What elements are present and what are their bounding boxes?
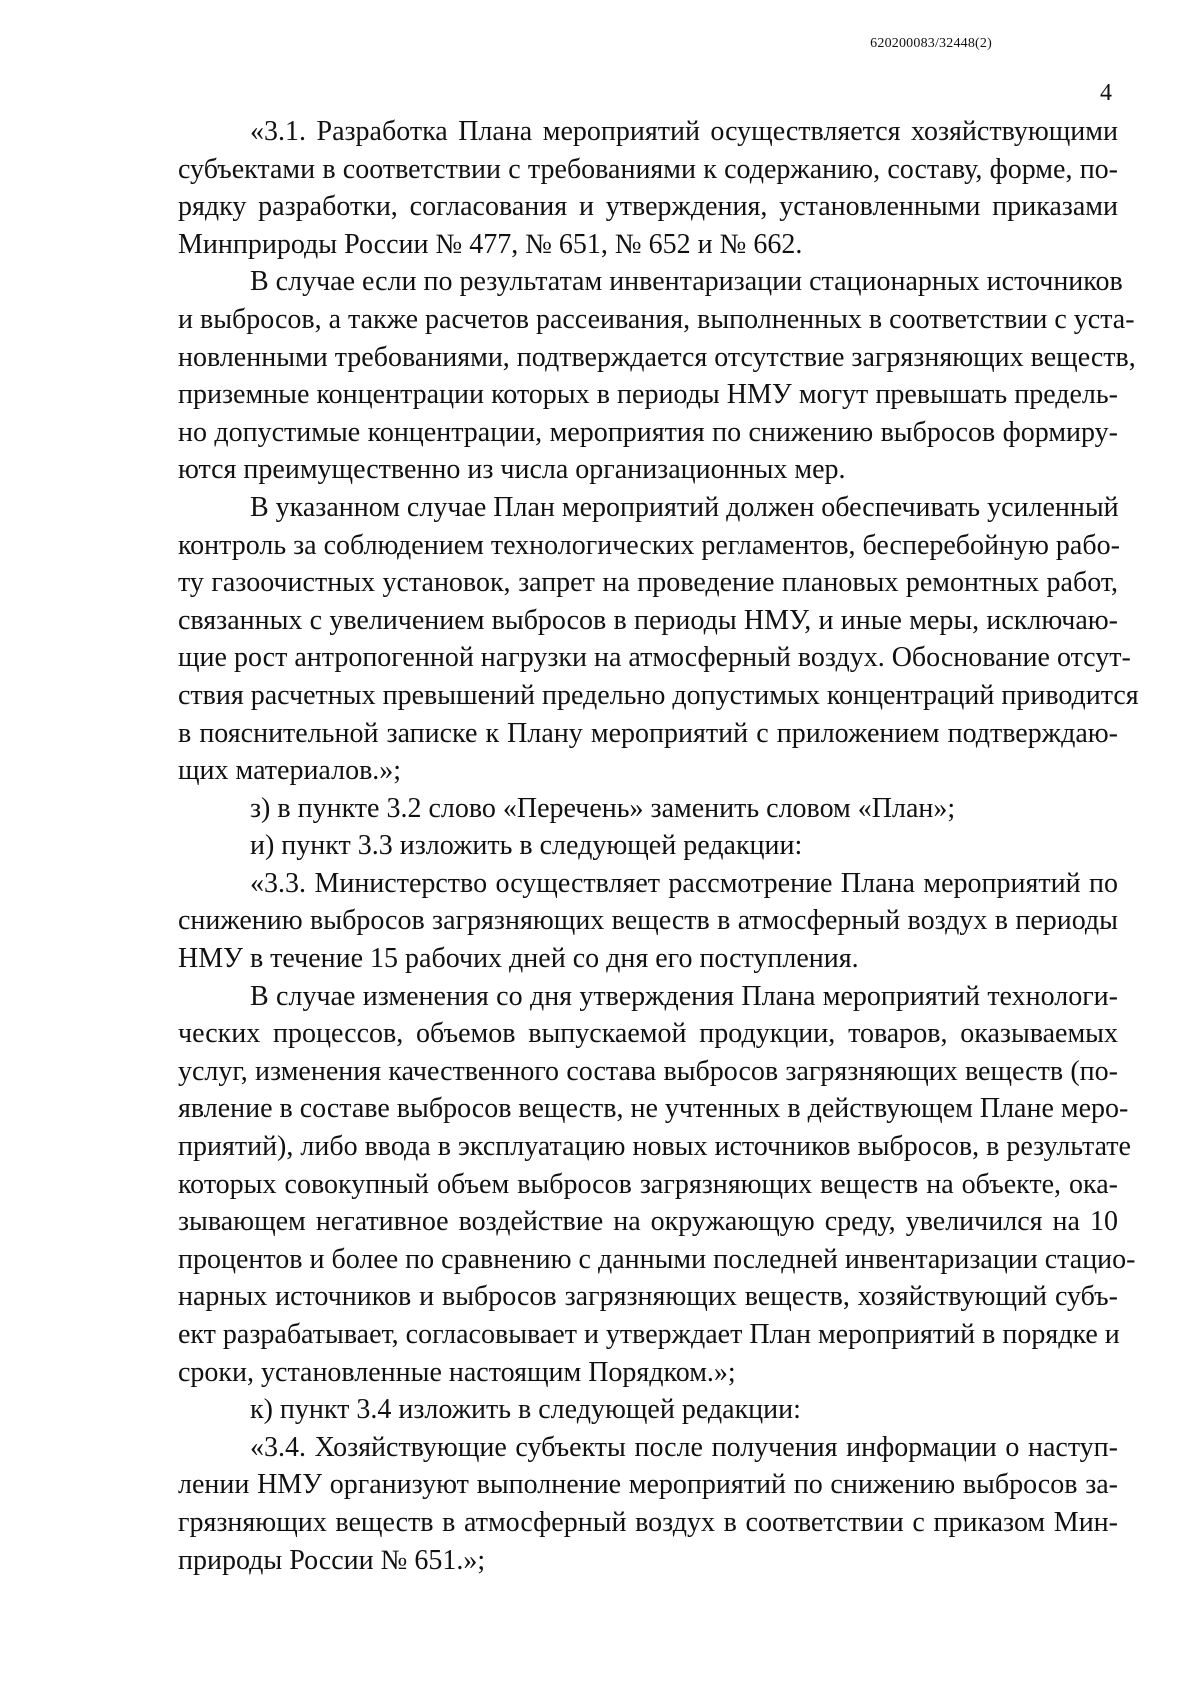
paragraph-changes-case: [178, 978, 1136, 1392]
page-number: 4: [1100, 80, 1112, 106]
text-line: з) в пункте 3.2 слово «Перечень» заменить словом «План»;: [250, 792, 956, 824]
text-line: субъектами в соответствии с требованиями к содержанию, составу, форме, по-: [178, 153, 1118, 185]
text-line: ются преимущественно из числа организационных мер.: [178, 454, 846, 486]
text-line: грязняющих веществ в атмосферный воздух в соответствии с приказом Мин-: [178, 1506, 1118, 1538]
text-line: снижению выбросов загрязняющих веществ в атмосферный воздух в периоды: [178, 905, 1118, 937]
text-line: к) пункт 3.4 изложить в следующей редакции:: [250, 1394, 801, 1426]
text-line: рядку разработки, согласования и утверждения, установленными приказами: [178, 191, 1118, 223]
paragraph-3-1: [178, 113, 1118, 263]
text-line: природы России № 651.»;: [178, 1544, 486, 1576]
text-line: но допустимые концентрации, мероприятия по снижению выбросов формиру-: [178, 416, 1118, 448]
text-line: новленными требованиями, подтверждается отсутствие загрязняющих веществ,: [178, 341, 1136, 373]
text-line: нарных источников и выбросов загрязняющих веществ, хозяйствующий субъ-: [178, 1281, 1118, 1313]
document-body: [178, 113, 1139, 1579]
text-line: Минприроды России № 477, № 651, № 652 и № 662.: [178, 228, 803, 260]
paragraph-plan-control: [178, 489, 1139, 790]
text-line: ческих процессов, объемов выпускаемой продукции, товаров, оказываемых: [178, 1018, 1118, 1050]
document-id: 620200083/32448(2): [870, 36, 992, 51]
text-line: В случае изменения со дня утверждения Плана мероприятий технологи-: [250, 980, 1118, 1012]
text-line: ект разрабатывает, согласовывает и утверждает План мероприятий в порядке и: [178, 1319, 1120, 1350]
text-line: НМУ в течение 15 рабочих дней со дня его поступления.: [178, 943, 859, 975]
paragraph-inventory-case: [178, 263, 1136, 489]
text-line: и) пункт 3.3 изложить в следующей редакции:: [250, 830, 803, 862]
text-line: лении НМУ организуют выполнение мероприятий по снижению выбросов за-: [178, 1469, 1118, 1501]
text-line: «3.4. Хозяйствующие субъекты после получения информации о наступ-: [250, 1431, 1118, 1463]
text-line: сроки, установленные настоящим Порядком.»;: [178, 1356, 736, 1388]
text-line: и выбросов, а также расчетов рассеивания, выполненных в соответствии с уста-: [178, 303, 1135, 335]
text-line: ту газоочистных установок, запрет на проведение плановых ремонтных работ,: [178, 567, 1118, 599]
text-line: щих материалов.»;: [178, 755, 402, 787]
text-line: ствия расчетных превышений предельно допустимых концентраций приводится: [178, 679, 1139, 711]
text-line: процентов и более по сравнению с данными последней инвентаризации стацио-: [178, 1243, 1136, 1275]
text-line: которых совокупный объем выбросов загрязняющих веществ на объекте, ока-: [178, 1168, 1118, 1200]
text-line: В указанном случае План мероприятий должен обеспечивать усиленный: [250, 491, 1119, 523]
text-line: «3.3. Министерство осуществляет рассмотрение Плана мероприятий по: [250, 867, 1118, 899]
text-line: щие рост антропогенной нагрузки на атмосферный воздух. Обоснование отсут-: [178, 642, 1131, 674]
text-line: явление в составе выбросов веществ, не учтенных в действующем Плане меро-: [178, 1093, 1129, 1125]
text-line: В случае если по результатам инвентаризации стационарных источников: [250, 266, 1123, 298]
text-line: приятий), либо ввода в эксплуатацию новых источников выбросов, в результате: [178, 1131, 1131, 1163]
text-line: зывающем негативное воздействие на окружающую среду, увеличился на 10: [178, 1206, 1118, 1238]
text-line: связанных с увеличением выбросов в периоды НМУ, и иные меры, исключаю-: [178, 604, 1118, 636]
text-line: контроль за соблюдением технологических регламентов, бесперебойную рабо-: [178, 529, 1120, 561]
paragraph-3-4: [178, 1429, 1118, 1579]
paragraph-item-i: [178, 827, 1118, 865]
text-line: услуг, изменения качественного состава выбросов загрязняющих веществ (по-: [178, 1055, 1118, 1087]
text-line: «3.1. Разработка Плана мероприятий осуществляется хозяйствующими: [250, 116, 1118, 147]
text-line: в пояснительной записке к Плану мероприятий с приложением подтверждаю-: [178, 717, 1118, 749]
paragraph-item-z: [178, 790, 1118, 828]
text-line: приземные концентрации которых в периоды НМУ могут превышать предель-: [178, 379, 1118, 411]
paragraph-item-k: [178, 1391, 1118, 1429]
paragraph-3-3: [178, 865, 1118, 978]
